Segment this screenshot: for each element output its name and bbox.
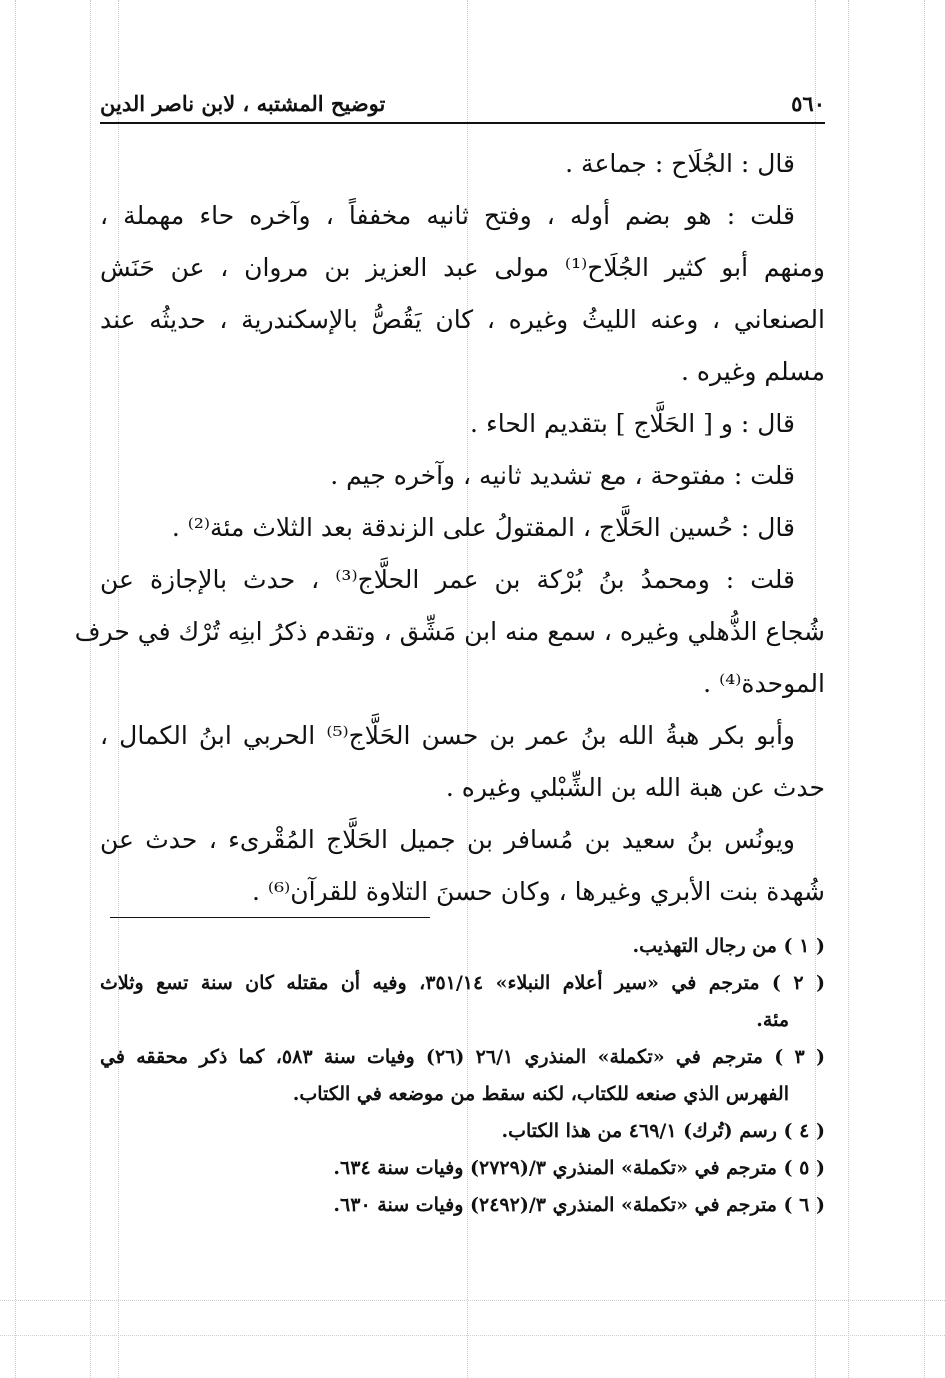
text-line: حدث عن هبة الله بن الشِّبْلي وغيره . [445,773,825,802]
text-line: مسلم وغيره . [680,357,825,386]
running-title: توضيح المشتبه ، لابن ناصر الدين [100,91,386,116]
text-line: شُجاع الذُّهلي وغيره ، سمع منه ابن مَشِّق ، وتقدم ذكرُ ابنِه تُرْك في حرف [74,617,825,646]
footnote-line: الفهرس الذي صنعه للكتاب، لكنه سقط من موضعه في الكتاب. [292,1083,789,1105]
text-line: قلت : ومحمدُ بنُ بُرْكة بن عمر الحلَّاج⁽³⁾ ، حدث بالإجازة عن [100,565,795,594]
footnote-line: ( ٣ ) مترجم في «تكملة» المنذري ٢٦/١ (٢٦) وفيات سنة ٥٨٣، كما ذكر محققه في [100,1046,826,1068]
main-text [74,138,825,918]
footnote-separator [110,917,430,918]
footnote-line: ( ١ ) من رجال التهذيب. [632,935,825,957]
dotted-guide-line [924,0,925,1378]
text-line: الموحدة⁽⁴⁾ . [703,669,825,698]
footnote-line: مئة. [756,1009,789,1031]
dotted-guide-line [15,0,16,1378]
text-line: قلت : هو بضم أوله ، وفتح ثانيه مخففاً ، وآخره حاء مهملة ، [100,201,795,230]
page-number: ٥٦٠ [791,91,825,116]
header-rule [100,122,825,124]
text-line: قال : و [ الحَلَّاج ] بتقديم الحاء . [470,409,795,438]
footnote-line: ( ٦ ) مترجم في «تكملة» المنذري ٣/(٢٤٩٢) وفيات سنة ٦٣٠. [333,1194,825,1216]
dotted-guide-line [90,0,91,1378]
dotted-guide-line [0,1300,945,1301]
footnote-line: ( ٤ ) رسم (تُرك) ٤٦٩/١ من هذا الكتاب. [501,1120,825,1142]
text-line: قال : حُسين الحَلَّاج ، المقتولُ على الزندقة بعد الثلاث مئة⁽²⁾ . [171,513,795,542]
text-line: الصنعاني ، وعنه الليثُ وغيره ، كان يَقُصُّ بالإسكندرية ، حديثُه عند [100,305,825,334]
dotted-guide-line [848,0,849,1378]
text-line: وأبو بكر هبةُ الله بنُ عمر بن حسن الحَلَّاج⁽⁵⁾ الحربي ابنُ الكمال ، [100,721,795,750]
text-line: قلت : مفتوحة ، مع تشديد ثانيه ، وآخره جيم . [330,461,795,490]
dotted-guide-line [0,1335,945,1336]
footnote-line: ( ٢ ) مترجم في «سير أعلام النبلاء» ٣٥١/١٤، وفيه أن مقتله كان سنة تسع وثلاث [100,972,826,994]
text-line: ومنهم أبو كثير الجُلَاح⁽¹⁾ مولى عبد العزيز بن مروان ، عن حَنَش [100,253,825,282]
page-header [100,82,825,116]
text-line: ويونُس بنُ سعيد بن مُسافر بن جميل الحَلَّاج المُقْرىء ، حدث عن [100,825,795,854]
footnote-line: ( ٥ ) مترجم في «تكملة» المنذري ٣/(٢٧٢٩) وفيات سنة ٦٣٤. [333,1157,825,1179]
text-line: شُهدة بنت الأبري وغيرها ، وكان حسنَ التلاوة للقرآن⁽⁶⁾ . [252,877,825,906]
footnotes [100,928,825,1224]
text-line: قال : الجُلَاح : جماعة . [565,149,795,178]
